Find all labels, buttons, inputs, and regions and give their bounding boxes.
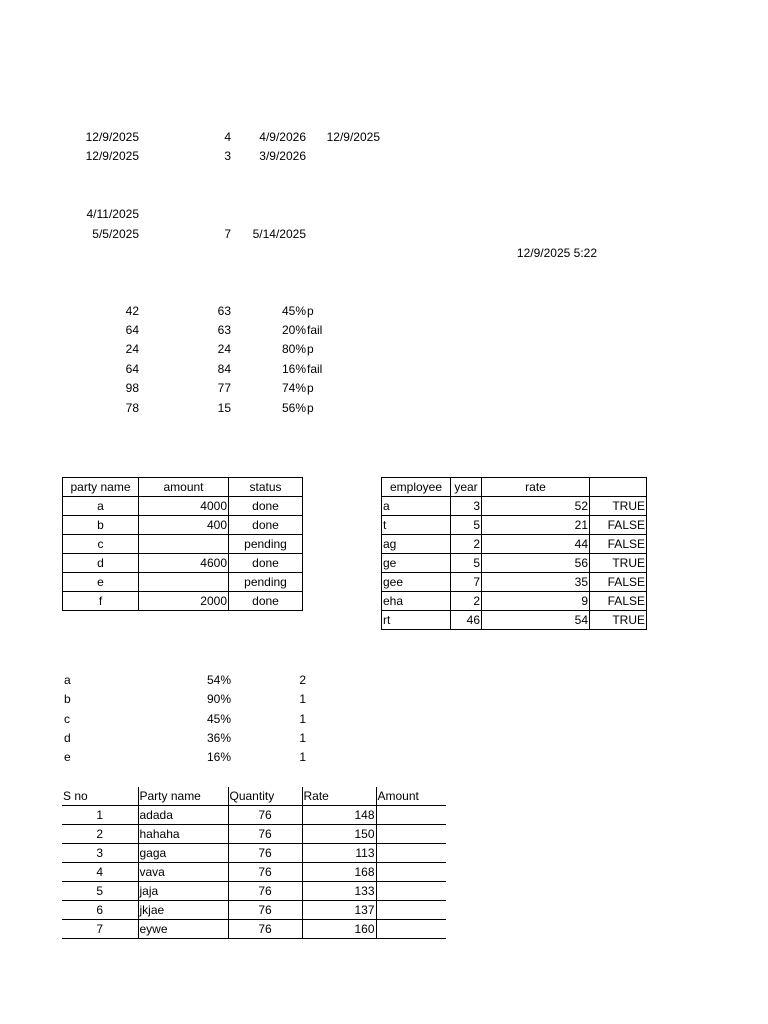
cell-quantity[interactable]: 76	[228, 863, 302, 882]
cell-percent[interactable]: 74%	[281, 381, 306, 395]
cell-party[interactable]: f	[63, 592, 139, 611]
cell-amount[interactable]	[376, 806, 446, 825]
cell-party[interactable]: e	[63, 573, 139, 592]
table-header-row	[62, 787, 446, 806]
cell-sno[interactable]: 2	[62, 825, 138, 844]
cell-status[interactable]: done	[229, 516, 303, 535]
cell-date[interactable]: 3/9/2026	[259, 149, 306, 163]
table-row	[63, 554, 303, 573]
column-header[interactable]: amount	[139, 478, 229, 497]
cell-score-a[interactable]: 64	[125, 362, 139, 376]
table-row	[382, 516, 647, 535]
cell-score-b[interactable]: 63	[217, 304, 231, 318]
cell-amount[interactable]	[376, 844, 446, 863]
cell-rate[interactable]: 54	[482, 611, 590, 630]
cell-sno[interactable]: 4	[62, 863, 138, 882]
party-table	[62, 477, 303, 611]
cell-rate[interactable]: 35	[482, 573, 590, 592]
table-row	[382, 535, 647, 554]
column-header[interactable]: year	[451, 478, 482, 497]
table-row	[62, 863, 446, 882]
cell-percent[interactable]: 90%	[206, 692, 231, 706]
cell-amount[interactable]	[139, 573, 229, 592]
table-row	[63, 535, 303, 554]
cell-date[interactable]: 5/14/2025	[252, 227, 306, 241]
table-row	[62, 882, 446, 901]
cell-flag[interactable]: TRUE	[590, 497, 647, 516]
cell-score-a[interactable]: 98	[125, 381, 139, 395]
column-header[interactable]	[590, 478, 647, 497]
cell-amount[interactable]: 4000	[139, 497, 229, 516]
cell-result[interactable]: fail	[307, 362, 323, 376]
column-header[interactable]: Rate	[302, 787, 376, 806]
cell-date[interactable]: 4/11/2025	[86, 207, 139, 221]
cell-label[interactable]: b	[64, 692, 71, 706]
table-row	[382, 592, 647, 611]
table-row	[62, 920, 446, 939]
cell-percent[interactable]: 45%	[281, 304, 306, 318]
cell-label[interactable]: a	[64, 673, 71, 687]
cell-percent[interactable]: 56%	[281, 401, 306, 415]
cell-quantity[interactable]: 76	[228, 806, 302, 825]
cell-party[interactable]: d	[63, 554, 139, 573]
cell-party[interactable]: b	[63, 516, 139, 535]
cell-count[interactable]: 1	[299, 731, 306, 745]
cell-party-name[interactable]: gaga	[138, 844, 228, 863]
cell-amount[interactable]: 2000	[139, 592, 229, 611]
cell-sno[interactable]: 7	[62, 920, 138, 939]
cell-count[interactable]: 1	[299, 712, 306, 726]
cell-amount[interactable]	[376, 882, 446, 901]
cell-flag[interactable]: TRUE	[590, 611, 647, 630]
cell-percent[interactable]: 54%	[206, 673, 231, 687]
cell-amount[interactable]: 4600	[139, 554, 229, 573]
cell-status[interactable]: pending	[229, 573, 303, 592]
cell-rate[interactable]: 44	[482, 535, 590, 554]
cell-timestamp[interactable]: 12/9/2025 5:22	[516, 246, 597, 260]
cell-amount[interactable]	[376, 901, 446, 920]
cell-rate[interactable]: 137	[302, 901, 376, 920]
cell-employee[interactable]: gee	[382, 573, 451, 592]
table-row	[382, 573, 647, 592]
cell-amount[interactable]	[139, 535, 229, 554]
cell-party-name[interactable]: eywe	[138, 920, 228, 939]
cell-status[interactable]: done	[229, 497, 303, 516]
cell-party-name[interactable]: jaja	[138, 882, 228, 901]
cell-count[interactable]: 1	[299, 750, 306, 764]
cell-result[interactable]: p	[307, 304, 314, 318]
cell-flag[interactable]: FALSE	[590, 573, 647, 592]
cell-year[interactable]: 46	[451, 611, 482, 630]
cell-party[interactable]: c	[63, 535, 139, 554]
cell-rate[interactable]: 148	[302, 806, 376, 825]
table-row	[62, 901, 446, 920]
cell-status[interactable]: done	[229, 592, 303, 611]
cell-score-b[interactable]: 84	[217, 362, 231, 376]
cell-date[interactable]: 12/9/2025	[85, 149, 139, 163]
cell-employee[interactable]: ag	[382, 535, 451, 554]
cell-date[interactable]: 12/9/2025	[326, 130, 380, 144]
column-header[interactable]: Party name	[138, 787, 228, 806]
cell-result[interactable]: fail	[307, 323, 323, 337]
column-header[interactable]: Amount	[376, 787, 446, 806]
cell-employee[interactable]: eha	[382, 592, 451, 611]
table-row	[382, 554, 647, 573]
cell-score-b[interactable]: 77	[217, 381, 231, 395]
cell-quantity[interactable]: 76	[228, 882, 302, 901]
cell-amount[interactable]	[376, 863, 446, 882]
cell-flag[interactable]: TRUE	[590, 554, 647, 573]
table-header-row	[382, 478, 647, 497]
column-header[interactable]: party name	[63, 478, 139, 497]
cell-status[interactable]: done	[229, 554, 303, 573]
cell-status[interactable]: pending	[229, 535, 303, 554]
cell-party-name[interactable]: hahaha	[138, 825, 228, 844]
cell-rate[interactable]: 113	[302, 844, 376, 863]
cell-score-a[interactable]: 24	[125, 342, 139, 356]
cell-party-name[interactable]: jkjae	[138, 901, 228, 920]
cell-year[interactable]: 5	[451, 554, 482, 573]
cell-sno[interactable]: 3	[62, 844, 138, 863]
cell-flag[interactable]: FALSE	[590, 592, 647, 611]
cell-rate[interactable]: 160	[302, 920, 376, 939]
cell-employee[interactable]: t	[382, 516, 451, 535]
cell-result[interactable]: p	[307, 381, 314, 395]
table-row	[62, 806, 446, 825]
cell-number[interactable]: 3	[224, 149, 231, 163]
cell-rate[interactable]: 133	[302, 882, 376, 901]
cell-amount[interactable]	[376, 920, 446, 939]
cell-date[interactable]: 4/9/2026	[259, 130, 306, 144]
cell-score-b[interactable]: 24	[217, 342, 231, 356]
cell-label[interactable]: c	[64, 712, 70, 726]
employee-table	[381, 477, 647, 630]
cell-score-a[interactable]: 78	[125, 401, 139, 415]
table-row	[63, 592, 303, 611]
cell-sno[interactable]: 6	[62, 901, 138, 920]
cell-count[interactable]: 2	[299, 673, 306, 687]
cell-score-a[interactable]: 42	[125, 304, 139, 318]
table-header-row	[63, 478, 303, 497]
cell-label[interactable]: d	[64, 731, 71, 745]
cell-score-a[interactable]: 64	[125, 323, 139, 337]
table-row	[62, 844, 446, 863]
column-header[interactable]: S no	[62, 787, 138, 806]
table-row	[382, 611, 647, 630]
cell-number[interactable]: 7	[224, 227, 231, 241]
cell-score-b[interactable]: 63	[217, 323, 231, 337]
cell-amount[interactable]: 400	[139, 516, 229, 535]
cell-rate[interactable]: 21	[482, 516, 590, 535]
cell-date[interactable]: 5/5/2025	[92, 227, 139, 241]
cell-number[interactable]: 4	[224, 130, 231, 144]
cell-quantity[interactable]: 76	[228, 920, 302, 939]
cell-quantity[interactable]: 76	[228, 844, 302, 863]
table-row	[63, 497, 303, 516]
cell-quantity[interactable]: 76	[228, 901, 302, 920]
cell-rate[interactable]: 150	[302, 825, 376, 844]
cell-flag[interactable]: FALSE	[590, 535, 647, 554]
table-row	[382, 497, 647, 516]
cell-year[interactable]: 3	[451, 497, 482, 516]
cell-flag[interactable]: FALSE	[590, 516, 647, 535]
cell-percent[interactable]: 36%	[206, 731, 231, 745]
cell-date[interactable]: 12/9/2025	[85, 130, 139, 144]
table-row	[63, 516, 303, 535]
cell-percent[interactable]: 45%	[206, 712, 231, 726]
cell-count[interactable]: 1	[299, 692, 306, 706]
cell-party[interactable]: a	[63, 497, 139, 516]
column-header[interactable]: Quantity	[228, 787, 302, 806]
cell-percent[interactable]: 16%	[206, 750, 231, 764]
cell-rate[interactable]: 56	[482, 554, 590, 573]
sno-table	[62, 787, 446, 939]
table-row	[63, 573, 303, 592]
cell-rate[interactable]: 168	[302, 863, 376, 882]
cell-quantity[interactable]: 76	[228, 825, 302, 844]
column-header[interactable]: rate	[482, 478, 590, 497]
cell-result[interactable]: p	[307, 401, 314, 415]
cell-year[interactable]: 5	[451, 516, 482, 535]
column-header[interactable]: employee	[382, 478, 451, 497]
cell-year[interactable]: 2	[451, 592, 482, 611]
cell-employee[interactable]: rt	[382, 611, 451, 630]
column-header[interactable]: status	[229, 478, 303, 497]
cell-sno[interactable]: 1	[62, 806, 138, 825]
cell-score-b[interactable]: 15	[217, 401, 231, 415]
cell-sno[interactable]: 5	[62, 882, 138, 901]
cell-employee[interactable]: a	[382, 497, 451, 516]
cell-rate[interactable]: 52	[482, 497, 590, 516]
table-row	[62, 825, 446, 844]
cell-amount[interactable]	[376, 825, 446, 844]
cell-party-name[interactable]: adada	[138, 806, 228, 825]
cell-party-name[interactable]: vava	[138, 863, 228, 882]
cell-label[interactable]: e	[64, 750, 71, 764]
cell-year[interactable]: 2	[451, 535, 482, 554]
cell-percent[interactable]: 16%	[281, 362, 306, 376]
cell-result[interactable]: p	[307, 342, 314, 356]
cell-year[interactable]: 7	[451, 573, 482, 592]
cell-rate[interactable]: 9	[482, 592, 590, 611]
cell-percent[interactable]: 20%	[281, 323, 306, 337]
cell-employee[interactable]: ge	[382, 554, 451, 573]
cell-percent[interactable]: 80%	[281, 342, 306, 356]
